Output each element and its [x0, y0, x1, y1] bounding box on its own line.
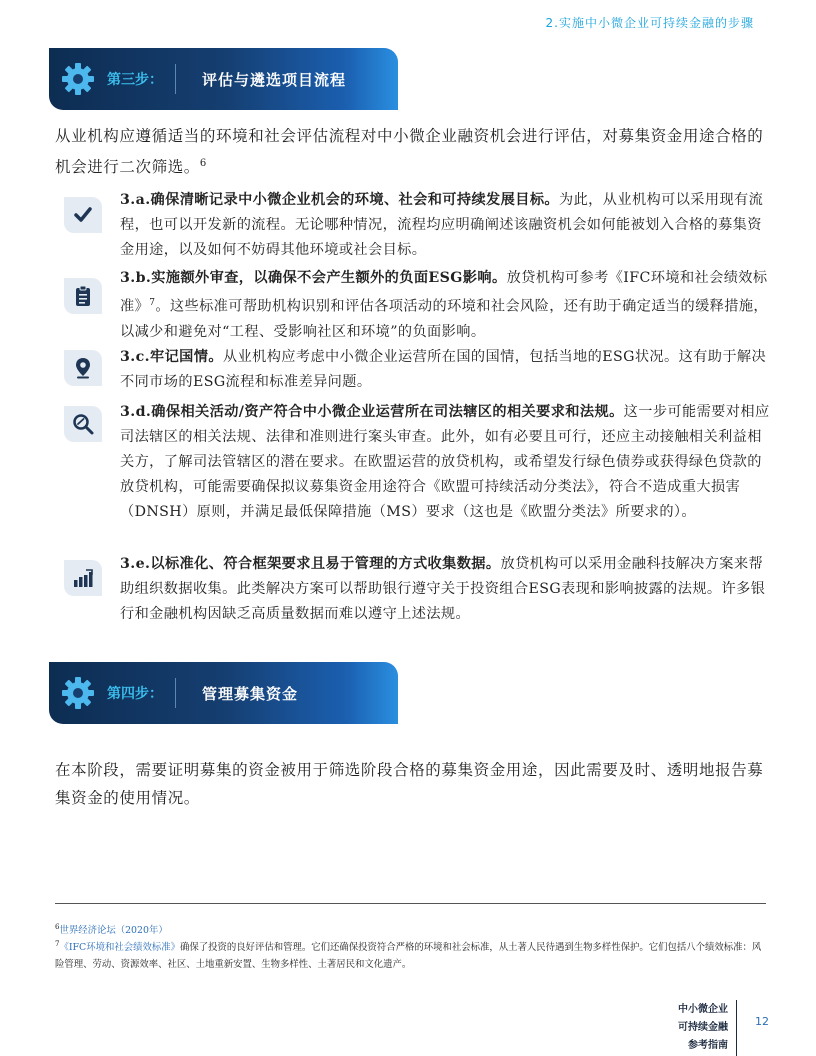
list-item: 3.d.确保相关活动/资产符合中小微企业运营所在司法辖区的相关要求和法规。这一步可能需要对相应司法辖区的相关法规、法律和准则进行案头审查。此外，如有必要且可行，还应主动接触相关利益相关方，了解司法管辖区的潜在要求。在欧盟运营的放贷机构，或希望发行绿色债券或获得绿色贷款的放贷机构，可能需要确保拟议募集资金用途符合《欧盟可持续活动分类法》，符合不造成重大损害（DNSH）原则，并满足最低保障措施（MS）要求（这也是《欧盟分类法》所要求的）。 [120, 404, 770, 520]
gear-icon [49, 662, 107, 724]
footnote-ref: 7 [149, 298, 156, 308]
step4-intro: 在本阶段，需要证明募集的资金被用于筛选阶段合格的募集资金用途，因此需要及时、透明地报告募集资金的使用情况。 [55, 761, 764, 807]
list-item: 3.b.实施额外审查，以确保不会产生额外的负面ESG影响。放贷机构可参考《IFC环境和社会绩效标准》$^7$。这些标准可帮助机构识别和评估各项活动的环境和社会风险，还有助于确定适当的缓释措施，以减少和避免对“工程、受影响社区和环境”的负面影响。 [120, 270, 769, 340]
footnote-ref: 6 [199, 158, 207, 169]
check-icon [64, 197, 102, 233]
banner-divider [175, 64, 176, 94]
magnifier-icon [64, 406, 102, 442]
list-item: 3.e.以标准化、符合框架要求且易于管理的方式收集数据。放贷机构可以采用金融科技解决方案来帮助组织数据收集。此类解决方案可以帮助银行遵守关于投资组合ESG表现和影响披露的法规。许多银行和金融机构因缺乏高质量数据而难以遵守上述法规。 [120, 556, 766, 622]
footnote-7: $^7$《IFC环境和社会绩效标准》确保了投资的良好评估和管理。它们还确保投资符合严格的环境和社会标准，从土著人民待遇到生物多样性保护。它们包括八个绩效标准：风险管理、劳动、资源效率、社区、土地重新安置、生物多样性、土著居民和文化遗产。 [55, 940, 762, 971]
step3-label: 第三步： [107, 72, 163, 88]
list-item: 3.c.牢记国情。从业机构应考虑中小微企业运营所在国的国情，包括当地的ESG状况。这有助于解决不同市场的ESG流程和标准差异问题。 [120, 349, 767, 390]
step4-title: 管理募集资金 [202, 684, 299, 703]
step3-intro: 从业机构应遵循适当的环境和社会评估流程对中小微企业融资机会进行评估，对募集资金用途合格的机会进行二次筛选。$^6$ [55, 127, 764, 177]
footnote-7-link[interactable]: 《IFC环境和社会绩效标准》 [59, 942, 180, 954]
header-title: 2.实施中小微企业可持续金融的步骤 [545, 16, 754, 30]
footnote-6: $^6$世界经济论坛（2020年） [55, 923, 168, 937]
footnote-divider [55, 903, 766, 904]
clipboard-icon [64, 278, 102, 314]
location-pin-icon [64, 350, 102, 386]
bar-chart-icon [64, 560, 102, 596]
footer-divider [736, 1000, 737, 1056]
step4-label: 第四步： [107, 686, 163, 702]
step3-title: 评估与遴选项目流程 [202, 70, 347, 89]
gear-icon [49, 48, 107, 110]
banner-divider [175, 678, 176, 708]
list-item: 3.a.确保清晰记录中小微企业机会的环境、社会和可持续发展目标。为此，从业机构可以采用现有流程，也可以开发新的流程。无论哪种情况，流程均应明确阐述该融资机会如何能被划入合格的募集资金用途，以及如何不妨碍其他环境或社会目标。 [120, 192, 764, 258]
brand-block: 中小微企业 可持续金融 参考指南 [678, 1004, 728, 1051]
step4-banner [49, 662, 398, 724]
page-number: 12 [755, 1015, 769, 1028]
footnote-6-link[interactable]: 世界经济论坛（2020年） [59, 925, 168, 937]
step3-banner [49, 48, 398, 110]
